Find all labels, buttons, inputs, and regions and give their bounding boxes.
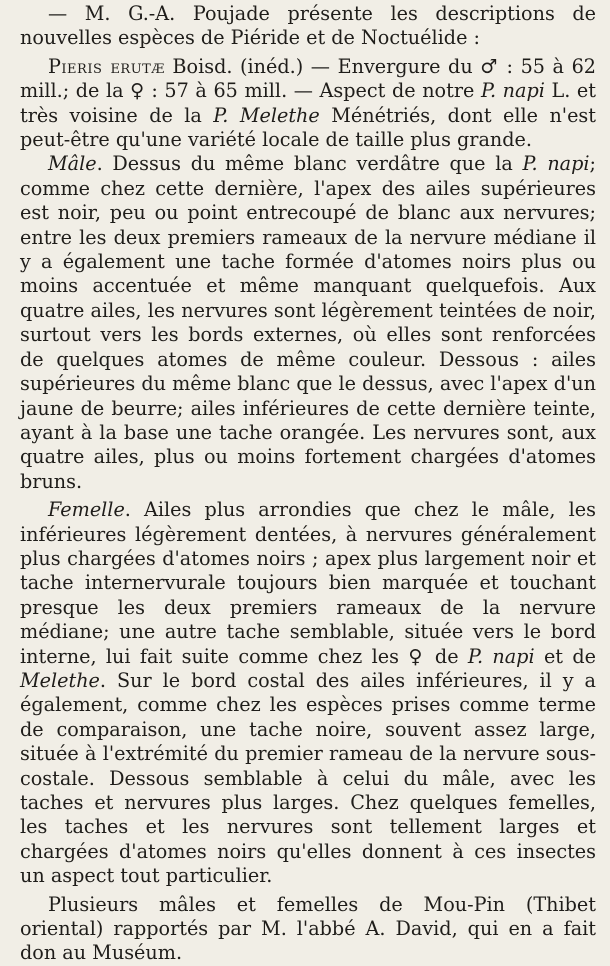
species-text-2: L. et très voisine de la bbox=[20, 79, 597, 127]
intro-text: — M. G.-A. Poujade présente les descriptions de nouvelles espèces de Piéride et de Noctuélide : bbox=[20, 2, 596, 50]
intro-paragraph bbox=[20, 2, 596, 51]
species-ref-melethe: P. Melethe bbox=[213, 103, 320, 127]
female-label: Femelle bbox=[48, 498, 125, 522]
female-text-2: et de bbox=[534, 644, 596, 668]
species-ref-napi: P. napi bbox=[480, 79, 545, 103]
male-text-1: . Dessus du même blanc verdâtre que la bbox=[96, 152, 523, 176]
species-name: Pieris erutæ bbox=[48, 54, 165, 78]
species-text-1: Boisd. (inéd.) — Envergure du ♂ : 55 à 62 mill.; de la ♀ : 57 à 65 mill. — Aspect de notre bbox=[20, 54, 596, 103]
male-label: Mâle bbox=[48, 152, 97, 176]
closing-paragraph bbox=[20, 893, 596, 966]
species-paragraph bbox=[20, 55, 596, 153]
female-text-1: . Ailes plus arrondies que chez le mâle, les inférieures légèrement dentées, à nervures généralement plus chargées d'atomes noirs ; apex plus largement noir et tache internervurale toujours bien marquée et touchant presque les deux premiers rameaux de la nervure médiane; une autre tache semblable, située vers le bord interne, lui fait suite comme chez les ♀ de bbox=[20, 498, 596, 668]
male-ref-napi: P. napi bbox=[522, 152, 590, 176]
species-text-3: Ménétriés, dont elle n'est peut-être qu'une variété locale de taille plus grande. bbox=[20, 103, 596, 152]
male-text-2: ; comme chez cette dernière, l'apex des ailes supérieures est noir, peu ou point entrecoupé de blanc aux nervures; entre les deux premiers rameaux de la nervure médiane il y a également une tache formée d'atomes noirs plus ou moins accentuée et même manquant quelquefois. Aux quatre ailes, les nervures sont légèrement teintées de noir, surtout vers les bords externes, où elles sont renforcées de quelques atomes de même couleur. Dessous : ailes supérieures du même blanc que le dessus, avec l'apex d'un jaune de beurre; ailes inférieures de cette dernière teinte, ayant à la base une tache orangée. Les nervures sont, aux quatre ailes, plus ou moins fortement chargées d'atomes bruns. bbox=[20, 152, 597, 493]
closing-text: Plusieurs mâles et femelles de Mou-Pin (Thibet oriental) rapportés par M. l'abbé A. David, qui en a fait don au Muséum. bbox=[20, 892, 596, 965]
male-paragraph bbox=[20, 152, 596, 494]
female-ref-napi: P. napi bbox=[467, 644, 535, 668]
female-paragraph bbox=[20, 498, 596, 889]
female-text-3: . Sur le bord costal des ailes inférieures, il y a également, comme chez les espèces prises comme terme de comparaison, une tache noire, souvent assez large, située à l'extrémité du premier rameau de la nervure sous-costale. Dessous semblable à celui du mâle, avec les taches et nervures plus larges. Chez quelques femelles, les taches et les nervures sont tellement larges et chargées d'atomes noirs qu'elles donnent à ces insectes un aspect tout particulier. bbox=[20, 668, 596, 888]
female-ref-melethe: Melethe bbox=[20, 668, 100, 692]
